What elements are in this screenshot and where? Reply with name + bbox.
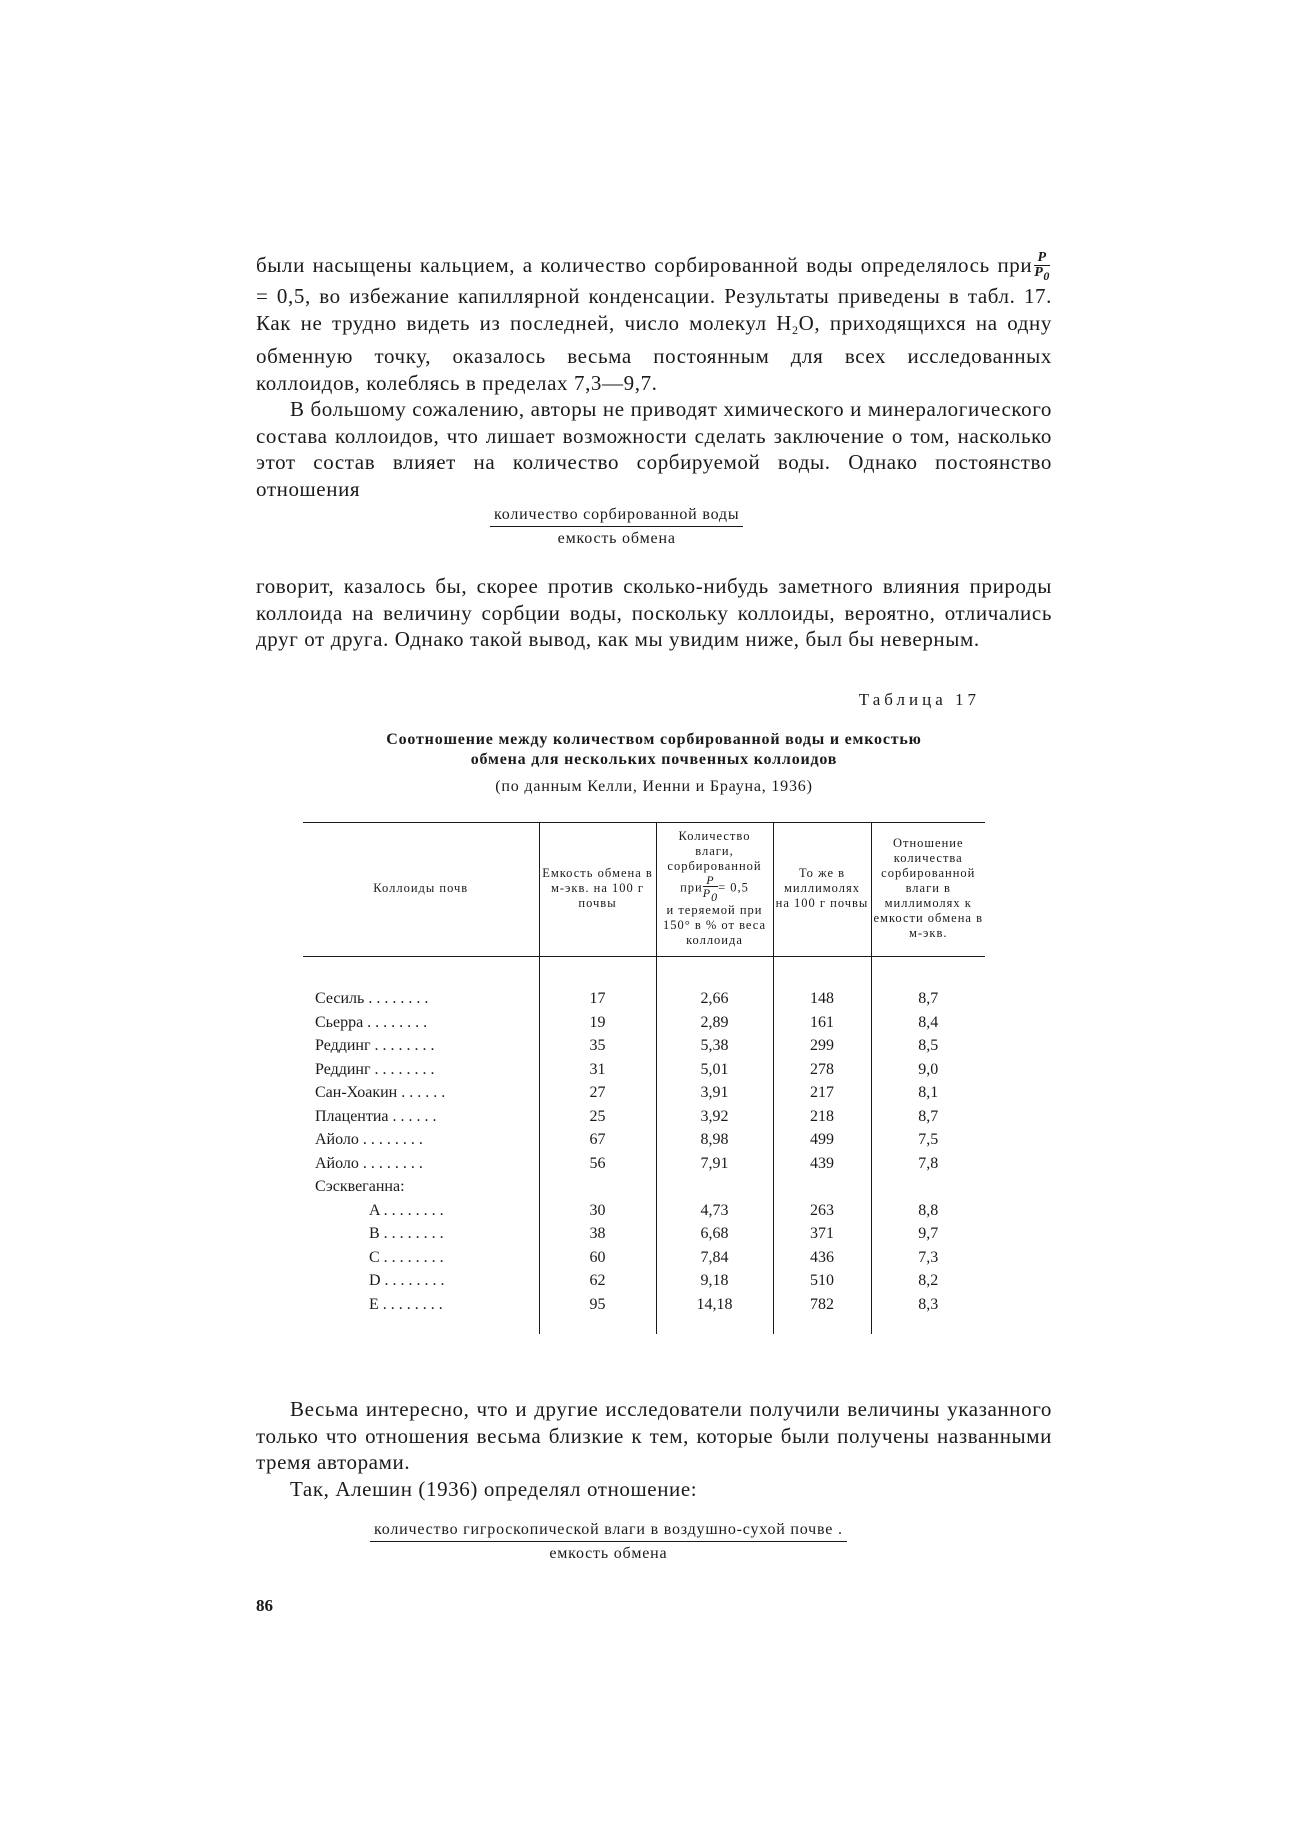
row-exchange-capacity — [539, 1175, 656, 1199]
header-moisture — [656, 823, 773, 957]
row-ratio — [871, 1175, 985, 1199]
paragraph-5: Так, Алешин (1936) определял отношение: — [290, 1476, 698, 1501]
row-exchange-capacity: 27 — [539, 1081, 656, 1105]
row-ratio: 8,3 — [871, 1293, 985, 1317]
row-exchange-capacity: 17 — [539, 987, 656, 1011]
row-ratio: 8,7 — [871, 987, 985, 1011]
row-millimoles: 371 — [773, 1222, 871, 1246]
paragraph-3: говорит, казалось бы, скорее против сколько-нибудь заметного влияния природы коллоида на величину сорбции воды, поскольку коллоиды, вероятно, отличались друг от друга. Однако такой вывод, как мы увидим ниже, был бы неверным. — [256, 574, 1052, 651]
row-exchange-capacity: 38 — [539, 1222, 656, 1246]
table-header-row — [303, 823, 985, 957]
water-subscript: 2 — [792, 322, 799, 337]
row-colloid-name: Сьерра . . . . . . . . — [315, 1013, 428, 1031]
table-row — [303, 1269, 985, 1293]
row-exchange-capacity: 62 — [539, 1269, 656, 1293]
header-fraction-subscript: 0 — [711, 890, 719, 904]
row-ratio: 8,1 — [871, 1081, 985, 1105]
pressure-ratio-fraction — [1034, 251, 1050, 283]
row-colloid-name: C . . . . . . . . — [369, 1248, 444, 1266]
header-ratio: Отношение количества сорбированной влаги в миллимолях к емкости обмена в м-экв. — [871, 823, 985, 957]
fraction-numerator: P — [1034, 251, 1050, 266]
row-moisture-percent: 3,91 — [656, 1081, 773, 1105]
table-row — [303, 1105, 985, 1129]
row-ratio: 8,2 — [871, 1269, 985, 1293]
table-row — [303, 1128, 985, 1152]
header-exchange-capacity: Емкость обмена в м-экв. на 100 г почвы — [539, 823, 656, 957]
header-moisture-pre: при — [680, 880, 703, 895]
formula-1-denominator: емкость обмена — [557, 530, 676, 547]
paragraph-1-pre: при — [997, 252, 1033, 277]
formula-2-numerator-text: количество гигроскопической влаги в воздушно-сухой почве — [374, 1521, 834, 1538]
row-millimoles — [773, 1175, 871, 1199]
table-row — [303, 1246, 985, 1270]
row-ratio: 7,5 — [871, 1128, 985, 1152]
table-row — [303, 1222, 985, 1246]
data-table — [303, 822, 985, 1334]
header-fraction-denominator — [703, 887, 718, 903]
row-colloid-name: Плацентиа . . . . . . — [315, 1107, 437, 1125]
table-tail-row — [303, 1316, 985, 1334]
row-millimoles: 263 — [773, 1199, 871, 1223]
table-row — [303, 1058, 985, 1082]
row-ratio: 8,7 — [871, 1105, 985, 1129]
header-moisture-eq: = 0,5 — [718, 880, 749, 895]
row-moisture-percent: 9,18 — [656, 1269, 773, 1293]
row-ratio: 9,0 — [871, 1058, 985, 1082]
ratio-formula-1 — [490, 506, 743, 548]
formula-1-numerator: количество сорбированной воды — [490, 506, 743, 527]
header-moisture-top: Количество влаги, сорбированной — [667, 829, 762, 873]
row-moisture-percent: 2,89 — [656, 1011, 773, 1035]
row-moisture-percent: 5,01 — [656, 1058, 773, 1082]
paragraph-4: Весьма интересно, что и другие исследователи получили величины указанного только что отношения весьма близкие к тем, которые были получены названными тремя авторами. — [256, 1397, 1052, 1474]
page-number: 86 — [256, 1596, 273, 1615]
paragraph-1 — [256, 251, 1052, 396]
header-millimoles: То же в миллимолях на 100 г почвы — [773, 823, 871, 957]
row-millimoles: 217 — [773, 1081, 871, 1105]
formula-2-trailing: . — [837, 1521, 843, 1538]
row-millimoles: 510 — [773, 1269, 871, 1293]
formula-2-denominator: емкость обмена — [549, 1545, 668, 1562]
table-row — [303, 1199, 985, 1223]
ratio-formula-2 — [370, 1521, 847, 1563]
table-title — [256, 730, 1052, 770]
row-colloid-name: Реддинг . . . . . . . . — [315, 1037, 435, 1054]
header-fraction-numerator: P — [703, 874, 718, 887]
row-exchange-capacity: 25 — [539, 1105, 656, 1129]
fraction-denominator-subscript: 0 — [1043, 269, 1050, 283]
row-colloid-name: A . . . . . . . . — [369, 1201, 444, 1219]
row-moisture-percent: 4,73 — [656, 1199, 773, 1223]
row-ratio: 7,3 — [871, 1246, 985, 1270]
header-colloids: Коллоиды почв — [303, 823, 539, 957]
row-exchange-capacity: 67 — [539, 1128, 656, 1152]
row-moisture-percent: 14,18 — [656, 1293, 773, 1317]
table-spacer-row — [303, 957, 985, 988]
row-colloid-name: D . . . . . . . . — [369, 1272, 445, 1289]
fraction-denominator — [1034, 266, 1050, 283]
table-title-line-1: Соотношение между количеством сорбированной воды и емкостью — [386, 731, 922, 748]
row-colloid-name: Сэсквеганна: — [315, 1178, 405, 1195]
row-exchange-capacity: 31 — [539, 1058, 656, 1082]
row-ratio: 7,8 — [871, 1152, 985, 1176]
table-body — [303, 957, 985, 1335]
fraction-denominator-text: P — [1034, 265, 1044, 280]
header-fraction-denominator-text: P — [702, 886, 712, 900]
row-moisture-percent: 8,98 — [656, 1128, 773, 1152]
row-moisture-percent: 6,68 — [656, 1222, 773, 1246]
row-millimoles: 439 — [773, 1152, 871, 1176]
table-title-line-2: обмена для нескольких почвенных коллоидов — [470, 751, 838, 768]
paragraph-1-rest: O, приходящихся на одну обменную точку, оказалось весьма постоянным для всех исследованных коллоидов, колеблясь в пределах 7,3—9,7. — [256, 310, 1052, 395]
row-colloid-name: E . . . . . . . . — [369, 1295, 443, 1313]
paragraph-2: В большому сожалению, авторы не приводят химического и минералогического состава коллоидов, что лишает возможности сделать заключение о том, насколько этот состав влияет на количество сорбируемой воды. Однако постоянство отношения — [256, 397, 1052, 501]
closing-paragraphs — [256, 1396, 1052, 1502]
formula-2-numerator — [370, 1521, 847, 1542]
row-colloid-name: B . . . . . . . . — [369, 1225, 444, 1242]
row-ratio: 8,8 — [871, 1199, 985, 1223]
row-millimoles: 436 — [773, 1246, 871, 1270]
row-ratio: 8,5 — [871, 1034, 985, 1058]
row-colloid-name: Айоло . . . . . . . . — [315, 1154, 423, 1172]
row-millimoles: 148 — [773, 987, 871, 1011]
row-moisture-percent: 7,84 — [656, 1246, 773, 1270]
row-exchange-capacity: 19 — [539, 1011, 656, 1035]
row-colloid-name: Сан-Хоакин . . . . . . — [315, 1084, 446, 1101]
row-exchange-capacity: 35 — [539, 1034, 656, 1058]
middle-paragraph — [256, 573, 1052, 653]
row-moisture-percent — [656, 1175, 773, 1199]
table-source: (по данным Келли, Иенни и Брауна, 1936) — [495, 778, 813, 795]
row-colloid-name: Сесиль . . . . . . . . — [315, 990, 429, 1007]
row-colloid-name: Реддинг . . . . . . . . — [315, 1060, 435, 1078]
row-millimoles: 278 — [773, 1058, 871, 1082]
header-pressure-fraction — [703, 874, 718, 903]
table-row — [303, 1152, 985, 1176]
row-exchange-capacity: 60 — [539, 1246, 656, 1270]
paragraph-1-line-1: были насыщены кальцием, а количество сорбированной воды определялось — [256, 252, 990, 277]
intro-paragraphs — [256, 251, 1052, 502]
row-moisture-percent: 7,91 — [656, 1152, 773, 1176]
table-row — [303, 1175, 985, 1199]
table-row — [303, 1293, 985, 1317]
row-millimoles: 782 — [773, 1293, 871, 1317]
row-exchange-capacity: 30 — [539, 1199, 656, 1223]
table-row — [303, 1034, 985, 1058]
row-millimoles: 299 — [773, 1034, 871, 1058]
table-row — [303, 1011, 985, 1035]
row-ratio: 8,4 — [871, 1011, 985, 1035]
table-row — [303, 1081, 985, 1105]
paragraph-1-body: = 0,5, во избежание капиллярной конденсации. Результаты приведены в табл. 17. Как не трудно видеть из последней, число молекул H — [256, 284, 1052, 335]
row-moisture-percent: 3,92 — [656, 1105, 773, 1129]
row-millimoles: 499 — [773, 1128, 871, 1152]
row-moisture-percent: 5,38 — [656, 1034, 773, 1058]
row-exchange-capacity: 95 — [539, 1293, 656, 1317]
header-moisture-bottom: и теряемой при 150° в % от веса коллоида — [662, 903, 767, 947]
row-millimoles: 218 — [773, 1105, 871, 1129]
row-moisture-percent: 2,66 — [656, 987, 773, 1011]
table-row — [303, 987, 985, 1011]
row-ratio: 9,7 — [871, 1222, 985, 1246]
row-millimoles: 161 — [773, 1011, 871, 1035]
row-colloid-name: Айоло . . . . . . . . — [315, 1131, 423, 1148]
row-exchange-capacity: 56 — [539, 1152, 656, 1176]
table-label: Таблица 17 — [858, 690, 980, 709]
